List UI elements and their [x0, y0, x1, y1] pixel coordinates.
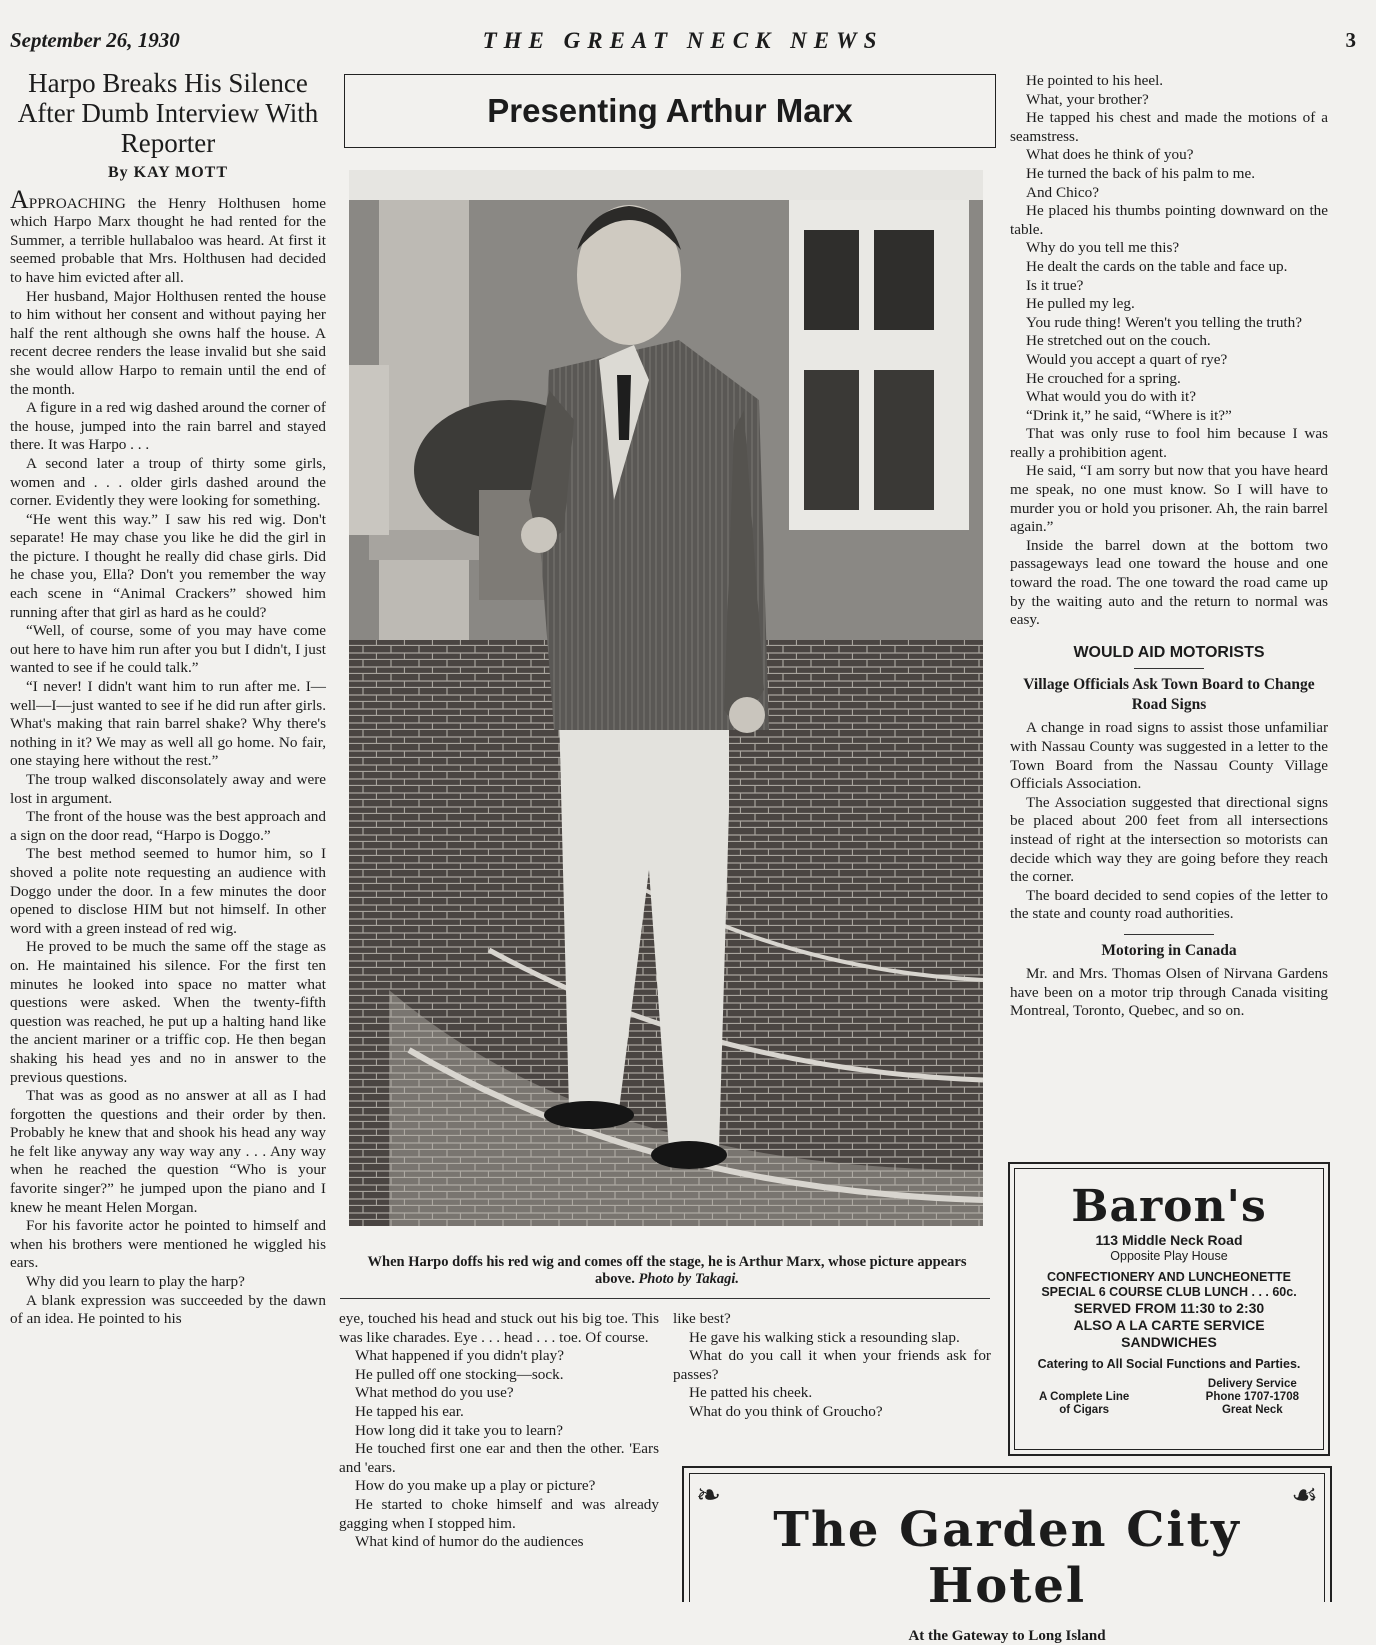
lead-paragraph: Her husband, Major Holthusen rented the house to him without her consent and without paying her half the rent although she owns half the house. A recent decree renders the lease invalid but she said she would allow Harpo to remain until the end of the month. [10, 287, 326, 398]
motorists-paragraph: The Association suggested that directional signs be placed about 200 feet from all intersections instead of right at the intersection so motorists can decide which way they are going before they reach the corner. [1010, 793, 1328, 886]
continued-paragraph: You rude thing! Weren't you telling the truth? [1026, 313, 1302, 331]
continued-paragraph: Inside the barrel down at the bottom two passageways lead one toward the house and one toward the road. The one toward the road came up by the waiting auto and the return to normal was easy. [1010, 536, 1328, 629]
continued-paragraph: He dealt the cards on the table and face up. [1026, 257, 1288, 275]
lead-paragraph: The front of the house was the best approach and a sign on the door read, “Harpo is Doggo.” [10, 808, 326, 844]
lead-headline: Harpo Breaks His Silence After Dumb Interview With Reporter [17, 68, 319, 158]
scroll-ornament-icon: ☙ [1291, 1479, 1318, 1512]
barons-footer-right: Delivery Service Phone 1707-1708 Great Neck [1205, 1378, 1299, 1416]
photo-title-box [344, 74, 996, 148]
barons-line: CONFECTIONERY AND LUNCHEONETTE [1047, 1270, 1291, 1284]
barons-footer-left: A Complete Line of Cigars [1039, 1391, 1130, 1416]
lead-paragraph: “I never! I didn't want him to run after me. I—well—I—just wanted to see if he did run after girls. What's making that rain barrel shake? Why there's nothing in it? We may as well all go home. No fair, one staying here without the rest.” [10, 678, 326, 770]
headline-divider [1134, 668, 1204, 669]
lead-paragraph: “He went this way.” I saw his red wig. Don't separate! He may chase you like he did the girl in the picture. I thought he really did chase girls. Did he chase you, Ella? Don't you remember the way each scene in “Animal Crackers” showed him running after that girl as hard as he could? [10, 510, 326, 621]
barons-address: 113 Middle Neck Road [1095, 1232, 1243, 1248]
canada-headline: Motoring in Canada [1101, 941, 1237, 959]
continued-paragraph: He said, “I am sorry but now that you have heard me speak, no one must know. So I will have to murder you or hold you prisoner. Ah, the rain barrel again.” [1010, 462, 1328, 536]
continued-paragraph: How do you make up a play or picture? [355, 1477, 596, 1495]
caption-divider [340, 1298, 990, 1299]
continued-paragraph: What happened if you didn't play? [355, 1347, 564, 1365]
lead-paragraph: “Well, of course, some of you may have come out here to have him run after you but I didn't, I just wanted to see if he could talk.” [10, 622, 326, 677]
barons-name: Baron's [1071, 1181, 1267, 1232]
lead-paragraph: The best method seemed to humor him, so I shoved a polite note requesting an audience with Doggo under the door. In a few minutes the door opened to disclose HIM but not himself. In other word with a green instead of red wig. [10, 845, 326, 937]
continued-paragraph: “Drink it,” he said, “Where is it?” [1026, 406, 1232, 424]
portrait-illustration [349, 170, 983, 1226]
continued-paragraph: He pulled my leg. [1026, 295, 1135, 313]
lead-paragraph: Why did you learn to play the harp? [26, 1273, 245, 1291]
continued-paragraph: What do you think of Groucho? [689, 1402, 883, 1420]
lead-paragraph: The troup walked disconsolately away and were lost in argument. [10, 771, 326, 807]
continued-paragraph: He tapped his ear. [355, 1402, 464, 1420]
right-column [1010, 72, 1328, 1021]
barons-advertisement [1008, 1162, 1330, 1456]
continued-paragraph: He stretched out on the couch. [1026, 332, 1211, 350]
continued-paragraph: What do you call it when your friends ask for passes? [673, 1347, 991, 1383]
drop-cap: A [10, 184, 29, 214]
barons-line: Catering to All Social Functions and Parties. [1037, 1357, 1301, 1371]
lead-first-paragraph: APPROACHING the Henry Holthusen home which Harpo Marx thought he had rented for the Summer, a terrible hullabaloo was heard. At first it seemed probable that Mrs. Holthusen had decided to have him evicted after all. [10, 184, 326, 286]
continued-paragraph: He started to choke himself and was already gagging when I stopped him. [339, 1495, 659, 1532]
continued-paragraph: Is it true? [1026, 276, 1084, 294]
continued-paragraph: Why do you tell me this? [1026, 239, 1180, 257]
motorists-paragraph: A change in road signs to assist those unfamiliar with Nassau County was suggested in a letter to the Town Board from the Nassau County Village Officials Association. [1010, 719, 1328, 793]
continued-paragraph: And Chico? [1026, 183, 1099, 201]
motorists-subhead: Village Officials Ask Town Board to Change Road Signs [1023, 676, 1315, 714]
continued-paragraph: He pulled off one stocking—sock. [355, 1365, 564, 1383]
newspaper-title: THE GREAT NECK NEWS [482, 28, 884, 53]
scroll-ornament-icon: ❧ [696, 1479, 722, 1512]
hotel-ad-inner-border [689, 1473, 1325, 1644]
continued-paragraph: What kind of humor do the audiences [355, 1533, 584, 1551]
continued-paragraph: What does he think of you? [1026, 146, 1194, 164]
hotel-advertisement [682, 1466, 1332, 1644]
continued-paragraph: That was only ruse to fool him because I was really a prohibition agent. [1010, 425, 1328, 461]
lead-story-column [10, 68, 326, 1329]
continued-paragraph: eye, touched his head and stuck out his big toe. This was like charades. Eye . . . head . . . toe. Of course. [339, 1310, 659, 1346]
continuation-column-a [339, 1310, 659, 1552]
barons-ad-inner-border [1014, 1168, 1324, 1450]
continued-paragraph: How long did it take you to learn? [355, 1421, 563, 1439]
continued-paragraph: What method do you use? [355, 1384, 514, 1402]
story-divider [1124, 934, 1214, 935]
byline: By KAY MOTT [107, 164, 229, 181]
continued-paragraph: He turned the back of his palm to me. [1026, 164, 1256, 182]
lead-paragraph: A blank expression was succeeded by the dawn of an idea. He pointed to his [10, 1291, 326, 1328]
hotel-tagline: At the Gateway to Long Island [908, 1628, 1106, 1644]
continued-paragraph: He crouched for a spring. [1026, 369, 1181, 387]
continued-paragraph: He patted his cheek. [689, 1384, 813, 1402]
continued-paragraph: He gave his walking stick a resounding slap. [689, 1328, 960, 1346]
continued-paragraph: What would you do with it? [1026, 388, 1196, 406]
issue-date: September 26, 1930 [10, 28, 180, 52]
continued-paragraph: He placed his thumbs pointing downward on the table. [1010, 202, 1328, 238]
continuation-column-b [673, 1310, 991, 1422]
portrait-photo [349, 170, 983, 1226]
barons-footer [1015, 1378, 1323, 1417]
barons-line: ALSO A LA CARTE SERVICE [1073, 1317, 1265, 1333]
page-number: 3 [1345, 28, 1356, 52]
barons-line: SANDWICHES [1121, 1334, 1217, 1350]
hotel-name: The Garden City Hotel [773, 1502, 1241, 1614]
lead-paragraph: For his favorite actor he pointed to himself and when his brothers were mentioned he wiggled his ears. [10, 1217, 326, 1272]
barons-line: SERVED FROM 11:30 to 2:30 [1073, 1300, 1265, 1316]
photo-title: Presenting Arthur Marx [487, 92, 853, 129]
lead-paragraph: A figure in a red wig dashed around the corner of the house, jumped into the rain barrel and stayed there. It was Harpo . . . [10, 399, 326, 454]
photo-caption: When Harpo doffs his red wig and comes off the stage, he is Arthur Marx, whose picture appears above. Photo by Takagi. [367, 1254, 967, 1287]
continued-paragraph: Would you accept a quart of rye? [1026, 350, 1228, 368]
photo-credit: Photo by Takagi. [638, 1271, 740, 1287]
continued-paragraph: He tapped his chest and made the motions of a seamstress. [1010, 109, 1328, 145]
barons-line: SPECIAL 6 COURSE CLUB LUNCH . . . 60c. [1041, 1285, 1297, 1299]
continued-paragraph: He pointed to his heel. [1026, 72, 1164, 89]
barons-location: Opposite Play House [1110, 1249, 1228, 1263]
continued-paragraph: He touched first one ear and then the other. 'Ears and 'ears. [339, 1440, 659, 1476]
lead-paragraph: That was as good as no answer at all as I had forgotten the questions and their order by then. Probably he knew that and shook his head any way he felt like anyway any way way any . . . Any way when he reached the question “Who is your favorite singer?” he jumped upon the piano and I knew he meant Helen Morgan. [10, 1087, 326, 1216]
lead-paragraph: A second later a troup of thirty some girls, women and . . . older girls dashed around the corner. Evidently they were looking for something. [10, 454, 326, 510]
continued-paragraph: What, your brother? [1026, 90, 1149, 108]
canada-paragraph: Mr. and Mrs. Thomas Olsen of Nirvana Gardens have been on a motor trip through Canada visiting Montreal, Toronto, Quebec, and so on. [1010, 964, 1328, 1020]
motorists-paragraph: The board decided to send copies of the letter to the state and county road authorities. [1010, 886, 1328, 923]
continued-paragraph: like best? [673, 1310, 731, 1327]
motorists-headline: WOULD AID MOTORISTS [1073, 643, 1265, 661]
lead-paragraph: He proved to be much the same off the stage as on. He maintained his silence. For the first ten minutes he looked into space no matter what questions were asked. When the twenty-fifth question was reached, he put up a halting hand like the ancient mariner or a triffic cop. He then began shaking his head yes and no in answer to the previous questions. [10, 938, 326, 1086]
masthead [10, 28, 1356, 54]
